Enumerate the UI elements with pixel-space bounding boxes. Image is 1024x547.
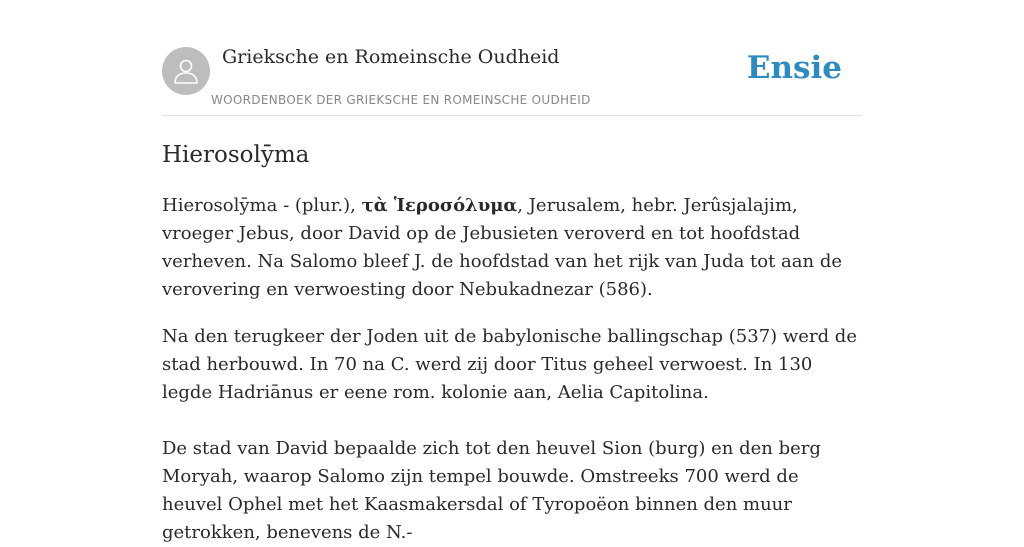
entry-lead: Hierosolȳma - (plur.), bbox=[162, 195, 362, 216]
entry-paragraph-2: Na den terugkeer der Joden uit de babylonische ballingschap (537) werd de stad herbouwd. In 70 na C. werd zij door Titus geheel verwoest. In 130 legde Hadriānus er eene rom. kolonie aan, Aelia Capitolina. bbox=[162, 326, 857, 403]
site-subtitle: WOORDENBOEK DER GRIEKSCHE EN ROMEINSCHE OUDHEID bbox=[211, 93, 591, 107]
entry-definition: , Jerusalem, hebr. Jerûsjalajim, vroeger Jebus, door David op de Jebusieten veroverd en tot hoofdstad verheven. Na Salomo bleef J. de hoofdstad van het rijk van Juda tot aan de verovering en verwoesting door Nebukadnezar (586). bbox=[162, 195, 843, 300]
user-icon bbox=[171, 56, 201, 86]
entry-paragraph-1 bbox=[162, 192, 862, 304]
entry-paragraph-3: De stad van David bepaalde zich tot den heuvel Sion (burg) en den berg Moryah, waarop Salomo zijn tempel bouwde. Omstreeks 700 werd de heuvel Ophel met het Kaasmakersdal of Tyropoëon binnen den muur getrokken, benevens de N.- bbox=[162, 438, 821, 543]
brand-logo[interactable]: Ensie bbox=[746, 50, 842, 86]
entry-content bbox=[162, 140, 862, 547]
site-title[interactable]: Grieksche en Romeinsche Oudheid bbox=[222, 46, 560, 68]
greek-term: τὰ Ἱεροσόλυμα bbox=[361, 195, 518, 216]
page-title: Hierosolȳma bbox=[162, 142, 310, 168]
avatar[interactable] bbox=[162, 47, 210, 95]
site-header bbox=[162, 40, 862, 116]
